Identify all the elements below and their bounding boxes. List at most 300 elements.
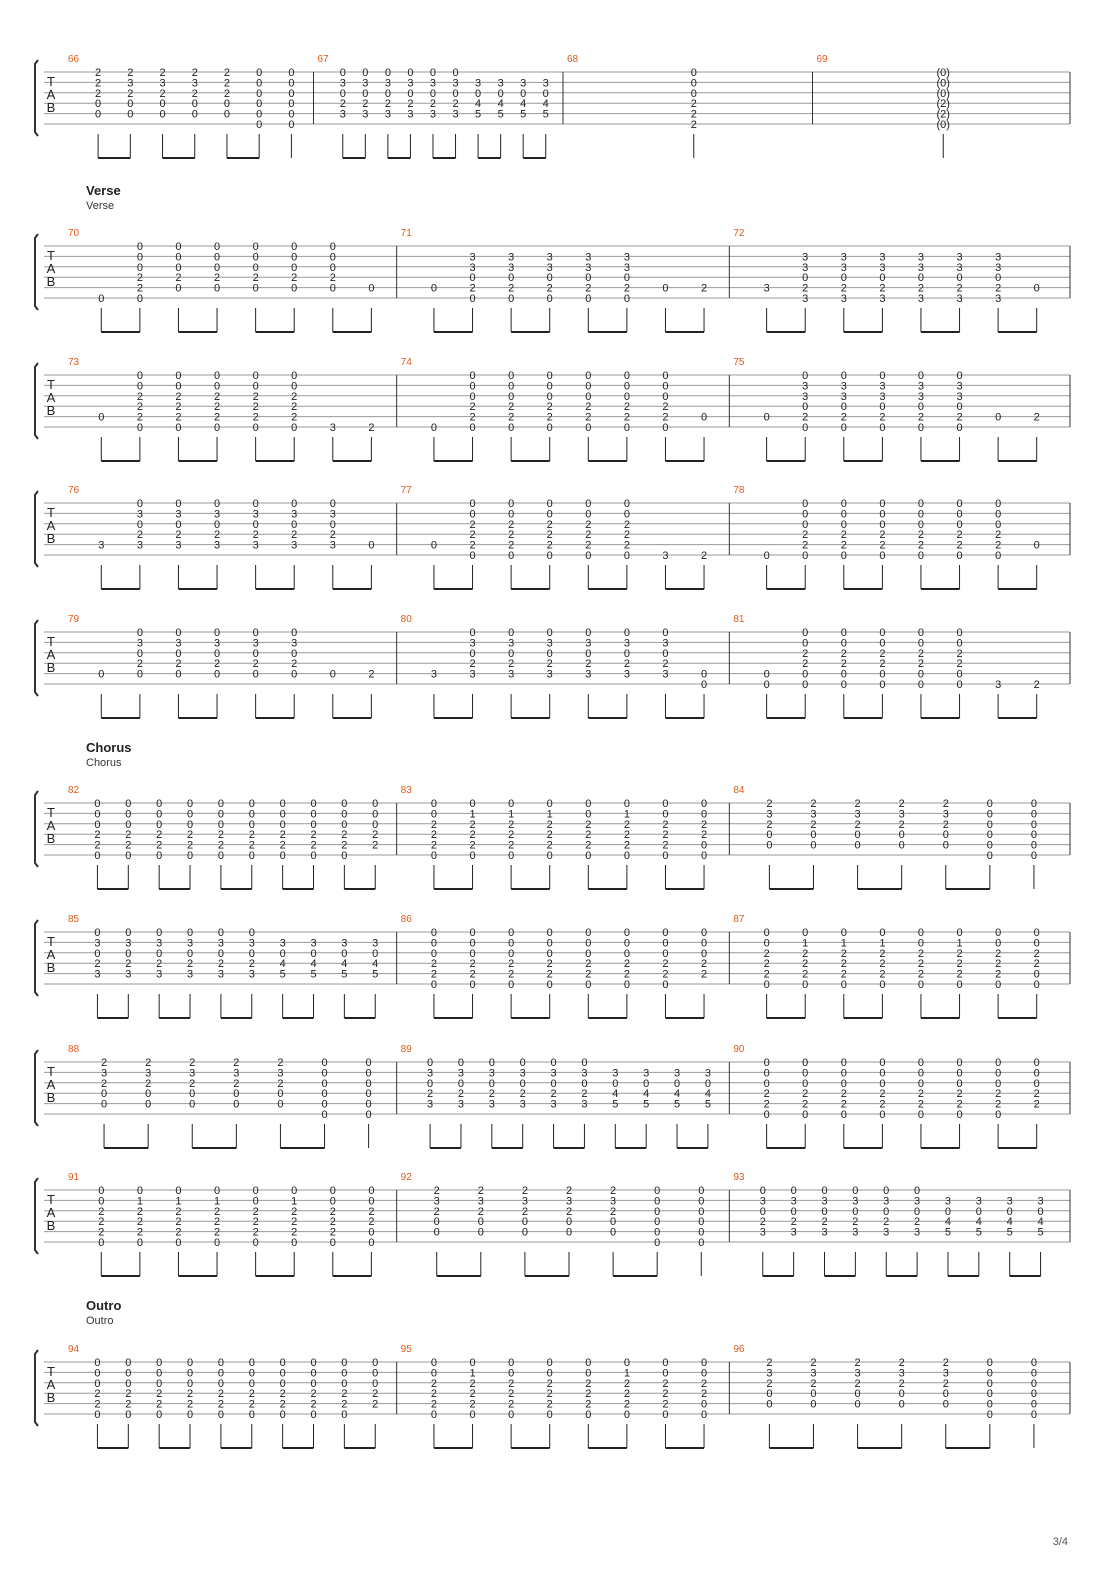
fret-number: 0: [279, 1367, 286, 1380]
tab-chord: [368, 669, 374, 718]
fret-number: 0: [288, 119, 295, 131]
fret-number: 0: [879, 637, 886, 650]
tab-chord: [879, 927, 885, 1018]
fret-number: 0: [427, 1077, 434, 1090]
tab-chord: [253, 370, 259, 461]
fret-number: 0: [329, 518, 336, 531]
staff-bracket: [35, 60, 38, 136]
fret-number: 0: [341, 1367, 348, 1380]
tab-chord: [1007, 1195, 1013, 1276]
fret-number: 0: [662, 979, 669, 991]
fret-number: 2: [136, 390, 143, 403]
fret-number: 2: [407, 98, 414, 111]
fret-number: 2: [662, 839, 669, 852]
fret-number: 3: [217, 937, 224, 950]
fret-number: 0: [840, 1077, 847, 1090]
tab-chord: [427, 1057, 433, 1148]
fret-number: 0: [94, 818, 101, 831]
fret-number: 0: [700, 1357, 708, 1369]
tab-chord: [175, 498, 181, 589]
fret-number: 5: [497, 108, 504, 121]
fret-number: 2: [802, 958, 809, 971]
fret-number: 2: [690, 98, 697, 111]
fret-number: 3: [477, 1195, 484, 1208]
fret-number: 2: [248, 829, 255, 842]
tab-chord: [366, 1057, 372, 1148]
fret-number: 0: [623, 850, 630, 862]
fret-number: 3: [763, 282, 770, 295]
fret-number: 0: [700, 679, 708, 691]
fret-number: 2: [329, 1216, 336, 1229]
fret-number: 0: [252, 422, 259, 434]
fret-number: 0: [341, 818, 348, 831]
fret-number: 0: [156, 1367, 163, 1380]
tab-chord: [543, 77, 549, 158]
fret-number: 0: [477, 1216, 484, 1229]
tab-chord: [372, 1357, 378, 1448]
tab-chord: [956, 370, 962, 461]
fret-number: 3: [469, 637, 476, 650]
fret-number: 0: [213, 1185, 221, 1197]
fret-number: 0: [565, 1216, 573, 1229]
fret-number: 0: [585, 647, 592, 660]
fret-number: 2: [94, 1398, 101, 1411]
fret-number: 0: [384, 67, 391, 79]
fret-number: 0: [372, 798, 379, 810]
fret-number: 0: [995, 518, 1002, 531]
staff-system: [35, 228, 1070, 332]
tab-clef-letter: A: [46, 261, 56, 276]
fret-number: 0: [329, 1237, 336, 1249]
tab-clef-letter: A: [46, 518, 56, 533]
fret-number: 2: [662, 1398, 669, 1411]
fret-number: 0: [690, 67, 697, 79]
fret-number: 0: [766, 1398, 773, 1411]
fret-number: 0: [1030, 1388, 1038, 1401]
fret-number: 2: [581, 1088, 588, 1101]
fret-number: 0: [252, 370, 259, 382]
fret-number: 0: [763, 1077, 770, 1090]
fret-number: 2: [430, 829, 438, 842]
fret-number: 3: [662, 637, 669, 650]
fret-number: 2: [521, 1205, 528, 1218]
fret-number: 0: [623, 550, 630, 562]
fret-number: 0: [546, 647, 553, 660]
fret-number: 2: [879, 1098, 886, 1111]
fret-number: 0: [956, 1109, 963, 1121]
fret-number: 0: [585, 272, 592, 285]
fret-number: 2: [156, 958, 163, 971]
measure-number: 75: [733, 357, 745, 368]
fret-number: 2: [469, 958, 476, 971]
tab-clef-letter: A: [46, 818, 56, 833]
fret-number: 0: [585, 798, 592, 810]
tab-chord: [431, 798, 437, 889]
fret-number: 2: [840, 958, 847, 971]
fret-number: 2: [700, 958, 708, 971]
fret-number: 0: [956, 422, 963, 434]
fret-number: 0: [127, 98, 134, 111]
fret-number: 2: [125, 1398, 132, 1411]
fret-number: 0: [508, 979, 515, 991]
fret-number: 0: [156, 808, 163, 821]
fret-number: 2: [291, 1226, 298, 1239]
fret-number: 0: [508, 937, 515, 950]
fret-number: 0: [100, 1088, 108, 1101]
fret-number: 3: [125, 937, 132, 950]
fret-number: 0: [585, 927, 592, 939]
fret-number: 0: [321, 1109, 328, 1121]
fret-number: 2: [766, 818, 773, 831]
tab-chord: [469, 927, 475, 1018]
fret-number: 3: [840, 380, 847, 393]
fret-number: 0: [288, 98, 295, 111]
fret-number: 3: [488, 1098, 495, 1111]
fret-number: 0: [329, 498, 336, 510]
fret-number: 0: [279, 1409, 286, 1421]
fret-number: 0: [469, 272, 476, 285]
fret-number: 2: [175, 272, 182, 285]
tab-chord: [841, 1057, 847, 1148]
tab-chord: [341, 1357, 347, 1448]
fret-number: 1: [623, 1367, 630, 1380]
fret-number: 0: [995, 508, 1002, 521]
fret-number: 0: [704, 1077, 711, 1090]
section-title-verse: Verse: [86, 183, 121, 198]
measure-number: 94: [68, 1344, 80, 1355]
fret-number: 0: [341, 850, 348, 862]
fret-number: 2: [585, 529, 592, 542]
fret-number: 3: [291, 508, 298, 521]
fret-number: 2: [430, 839, 438, 852]
fret-number: 2: [430, 1398, 438, 1411]
tab-chord: [291, 370, 297, 461]
tab-clef-letter: B: [46, 1390, 56, 1405]
fret-number: 0: [329, 668, 336, 681]
fret-number: 0: [879, 370, 886, 382]
fret-number: 0: [217, 850, 224, 862]
measure-number: 80: [400, 614, 412, 625]
fret-number: 5: [372, 968, 379, 981]
fret-number: 3: [840, 293, 847, 305]
fret-number: 0: [136, 627, 143, 639]
fret-number: 2: [94, 1388, 101, 1401]
fret-number: 2: [623, 1377, 630, 1390]
fret-number: 2: [995, 539, 1002, 552]
tab-chord: [277, 1057, 283, 1148]
fret-number: 3: [213, 539, 221, 552]
fret-number: 0: [883, 1185, 890, 1197]
fret-number: 2: [546, 1377, 553, 1390]
fret-number: 0: [662, 850, 669, 862]
fret-number: 2: [700, 550, 708, 562]
fret-number: 0: [995, 1109, 1002, 1121]
fret-number: 2: [469, 529, 476, 542]
fret-number: 0: [248, 798, 255, 810]
tab-chord: [469, 370, 475, 461]
fret-number: 0: [469, 1409, 476, 1421]
fret-number: 0: [1033, 1077, 1040, 1090]
fret-number: 3: [581, 1067, 588, 1080]
fret-number: 2: [310, 839, 317, 852]
fret-number: 3: [883, 1195, 890, 1208]
fret-number: 0: [508, 370, 515, 382]
fret-number: 2: [700, 829, 708, 842]
tab-chord: [368, 422, 374, 461]
fret-number: 2: [136, 658, 143, 671]
tab-chord: [802, 1057, 808, 1148]
fret-number: 0: [457, 1077, 465, 1090]
tab-chord: [662, 550, 668, 589]
fret-number: 2: [917, 282, 925, 295]
fret-number: 0: [585, 380, 592, 393]
fret-number: 2: [469, 411, 476, 424]
tab-clef-letter: A: [46, 647, 56, 662]
fret-number: 0: [898, 1388, 905, 1401]
fret-number: 2: [623, 1388, 630, 1401]
fret-number: 3: [125, 968, 132, 981]
fret-number: 2: [508, 658, 515, 671]
fret-number: 0: [623, 272, 630, 285]
fret-number: 2: [252, 272, 259, 285]
fret-number: 0: [802, 668, 809, 681]
fret-number: 2: [995, 958, 1002, 971]
fret-number: 0: [430, 422, 438, 434]
fret-number: 0: [233, 1088, 240, 1101]
fret-number: 2: [252, 411, 259, 424]
measure-number: 78: [733, 485, 745, 496]
tab-chord: [855, 1357, 861, 1448]
fret-number: 2: [1033, 679, 1040, 691]
tab-chord: [498, 77, 504, 158]
fret-number: 3: [956, 390, 963, 403]
fret-number: 0: [546, 1357, 553, 1369]
fret-number: (0): [936, 119, 950, 131]
fret-number: 2: [942, 798, 949, 810]
fret-number: 0: [898, 839, 905, 852]
fret-number: 0: [256, 77, 263, 90]
tab-chord: [943, 1357, 949, 1448]
fret-number: 2: [623, 282, 630, 295]
fret-number: 2: [585, 818, 592, 831]
tab-chord: [841, 627, 847, 718]
fret-number: 0: [879, 627, 886, 639]
fret-number: 2: [917, 658, 925, 671]
tab-chord: [995, 251, 1001, 332]
fret-number: 0: [995, 550, 1002, 562]
fret-number: (2): [936, 108, 950, 121]
fret-number: 2: [763, 958, 770, 971]
fret-number: 2: [186, 839, 194, 852]
fret-number: 0: [125, 808, 132, 821]
fret-number: 0: [488, 1057, 495, 1069]
tab-chord: [760, 1185, 766, 1276]
fret-number: 0: [136, 647, 143, 660]
tab-chord: [187, 927, 193, 1018]
fret-number: 2: [565, 1205, 573, 1218]
tab-clef-letter: A: [46, 947, 56, 962]
fret-number: 2: [840, 968, 847, 981]
fret-number: 0: [995, 272, 1002, 285]
fret-number: 0: [430, 1367, 438, 1380]
fret-number: 3: [879, 293, 886, 305]
fret-number: 2: [125, 1388, 132, 1401]
fret-number: 0: [546, 422, 553, 434]
fret-number: 0: [840, 627, 847, 639]
fret-number: 0: [256, 98, 263, 111]
measure-number: 87: [733, 914, 745, 925]
fret-number: 0: [186, 1367, 194, 1380]
tab-chord: [253, 627, 259, 718]
fret-number: 2: [136, 411, 143, 424]
tab-chord: [899, 1357, 905, 1448]
tab-chord: [662, 1357, 668, 1448]
fret-number: 0: [1030, 1367, 1038, 1380]
fret-number: 0: [942, 839, 949, 852]
fret-number: 2: [810, 1357, 817, 1369]
fret-number: 2: [291, 401, 298, 414]
fret-number: 2: [840, 529, 847, 542]
tab-chord: [310, 937, 316, 1018]
fret-number: 0: [125, 1409, 132, 1421]
fret-number: 0: [189, 1098, 196, 1111]
fret-number: 0: [854, 1388, 861, 1401]
fret-number: 0: [217, 808, 224, 821]
fret-number: 2: [127, 67, 134, 79]
fret-number: (0): [936, 77, 950, 90]
staff-bracket: [35, 1350, 38, 1426]
fret-number: 0: [662, 798, 669, 810]
fret-number: 0: [191, 108, 198, 121]
fret-number: 3: [802, 251, 809, 264]
fret-number: 0: [1033, 539, 1040, 552]
fret-number: 0: [310, 818, 317, 831]
fret-number: 0: [156, 798, 163, 810]
fret-number: 0: [662, 380, 669, 393]
fret-number: 3: [372, 937, 379, 950]
fret-number: 0: [125, 927, 132, 939]
fret-number: 2: [277, 1057, 284, 1069]
fret-number: 0: [585, 808, 592, 821]
fret-number: 2: [136, 1216, 143, 1229]
tab-clef-letter: T: [47, 805, 55, 820]
fret-number: 4: [341, 958, 348, 971]
fret-number: 3: [879, 251, 886, 264]
tab-chord: [94, 927, 100, 1018]
tab-chord: [187, 798, 193, 889]
fret-number: 0: [802, 370, 809, 382]
fret-number: 1: [802, 937, 809, 950]
tab-chord: [341, 937, 347, 1018]
fret-number: 3: [944, 1195, 952, 1208]
fret-number: 3: [452, 77, 459, 90]
fret-number: 0: [291, 498, 298, 510]
fret-number: 4: [372, 958, 379, 971]
fret-number: 0: [546, 498, 553, 510]
fret-number: 0: [519, 1077, 526, 1090]
staff-system: [35, 1044, 1070, 1148]
fret-number: 0: [1030, 808, 1038, 821]
fret-number: 0: [321, 1098, 328, 1111]
fret-number: 0: [654, 1195, 661, 1208]
measure-number: 66: [68, 54, 80, 65]
fret-number: 2: [339, 98, 346, 111]
fret-number: 0: [291, 647, 298, 660]
fret-number: 3: [98, 539, 105, 552]
fret-number: 3: [508, 261, 515, 274]
fret-number: 0: [508, 1409, 515, 1421]
fret-number: 2: [291, 272, 298, 285]
fret-number: 3: [623, 637, 630, 650]
fret-number: 0: [213, 241, 221, 253]
tab-chord: [810, 1357, 816, 1448]
fret-number: 3: [550, 1098, 557, 1111]
fret-number: 0: [175, 1185, 182, 1197]
fret-number: 2: [995, 1098, 1002, 1111]
fret-number: 0: [433, 1216, 440, 1229]
fret-number: 3: [673, 1067, 681, 1080]
fret-number: 2: [384, 98, 391, 111]
fret-number: 0: [821, 1205, 828, 1218]
tab-chord: [918, 370, 924, 461]
tab-chord: [1031, 798, 1037, 889]
fret-number: 0: [368, 1195, 375, 1208]
fret-number: 2: [341, 1388, 348, 1401]
fret-number: 0: [585, 293, 592, 305]
fret-number: 0: [248, 818, 255, 831]
fret-number: 0: [433, 1226, 440, 1239]
tab-chord: [764, 669, 770, 718]
fret-number: 0: [690, 77, 697, 90]
fret-number: 2: [508, 958, 515, 971]
fret-number: 2: [488, 1088, 495, 1101]
fret-number: 3: [610, 1195, 617, 1208]
fret-number: 0: [213, 422, 221, 434]
fret-number: 2: [252, 390, 259, 403]
staff-bracket: [35, 491, 38, 567]
measure-number: 69: [816, 54, 828, 65]
tab-chord: [368, 283, 374, 332]
staff-bracket: [35, 791, 38, 867]
fret-number: 2: [291, 1205, 298, 1218]
fret-number: 0: [136, 293, 143, 305]
fret-number: 0: [763, 979, 770, 991]
fret-number: 0: [125, 947, 132, 960]
tab-chord: [94, 1357, 100, 1448]
fret-number: 2: [457, 1088, 465, 1101]
fret-number: 0: [288, 67, 295, 79]
fret-number: 3: [914, 1195, 921, 1208]
fret-number: 0: [341, 1377, 348, 1390]
tab-chord: [581, 1057, 587, 1148]
fret-number: 0: [917, 679, 925, 691]
measure-number: 83: [400, 785, 412, 796]
tab-chord: [368, 1185, 374, 1276]
tab-chord: [701, 669, 707, 718]
fret-number: 2: [1033, 1098, 1040, 1111]
fret-number: 0: [217, 1357, 224, 1369]
fret-number: 0: [430, 798, 438, 810]
fret-number: 2: [372, 839, 379, 852]
fret-number: 0: [175, 380, 182, 393]
fret-number: 0: [279, 1377, 286, 1390]
tab-chord: [224, 67, 230, 158]
fret-number: 0: [700, 668, 708, 681]
fret-number: 0: [175, 668, 182, 681]
fret-number: 0: [917, 937, 925, 950]
fret-number: 0: [430, 850, 438, 862]
fret-number: 0: [365, 1098, 372, 1111]
